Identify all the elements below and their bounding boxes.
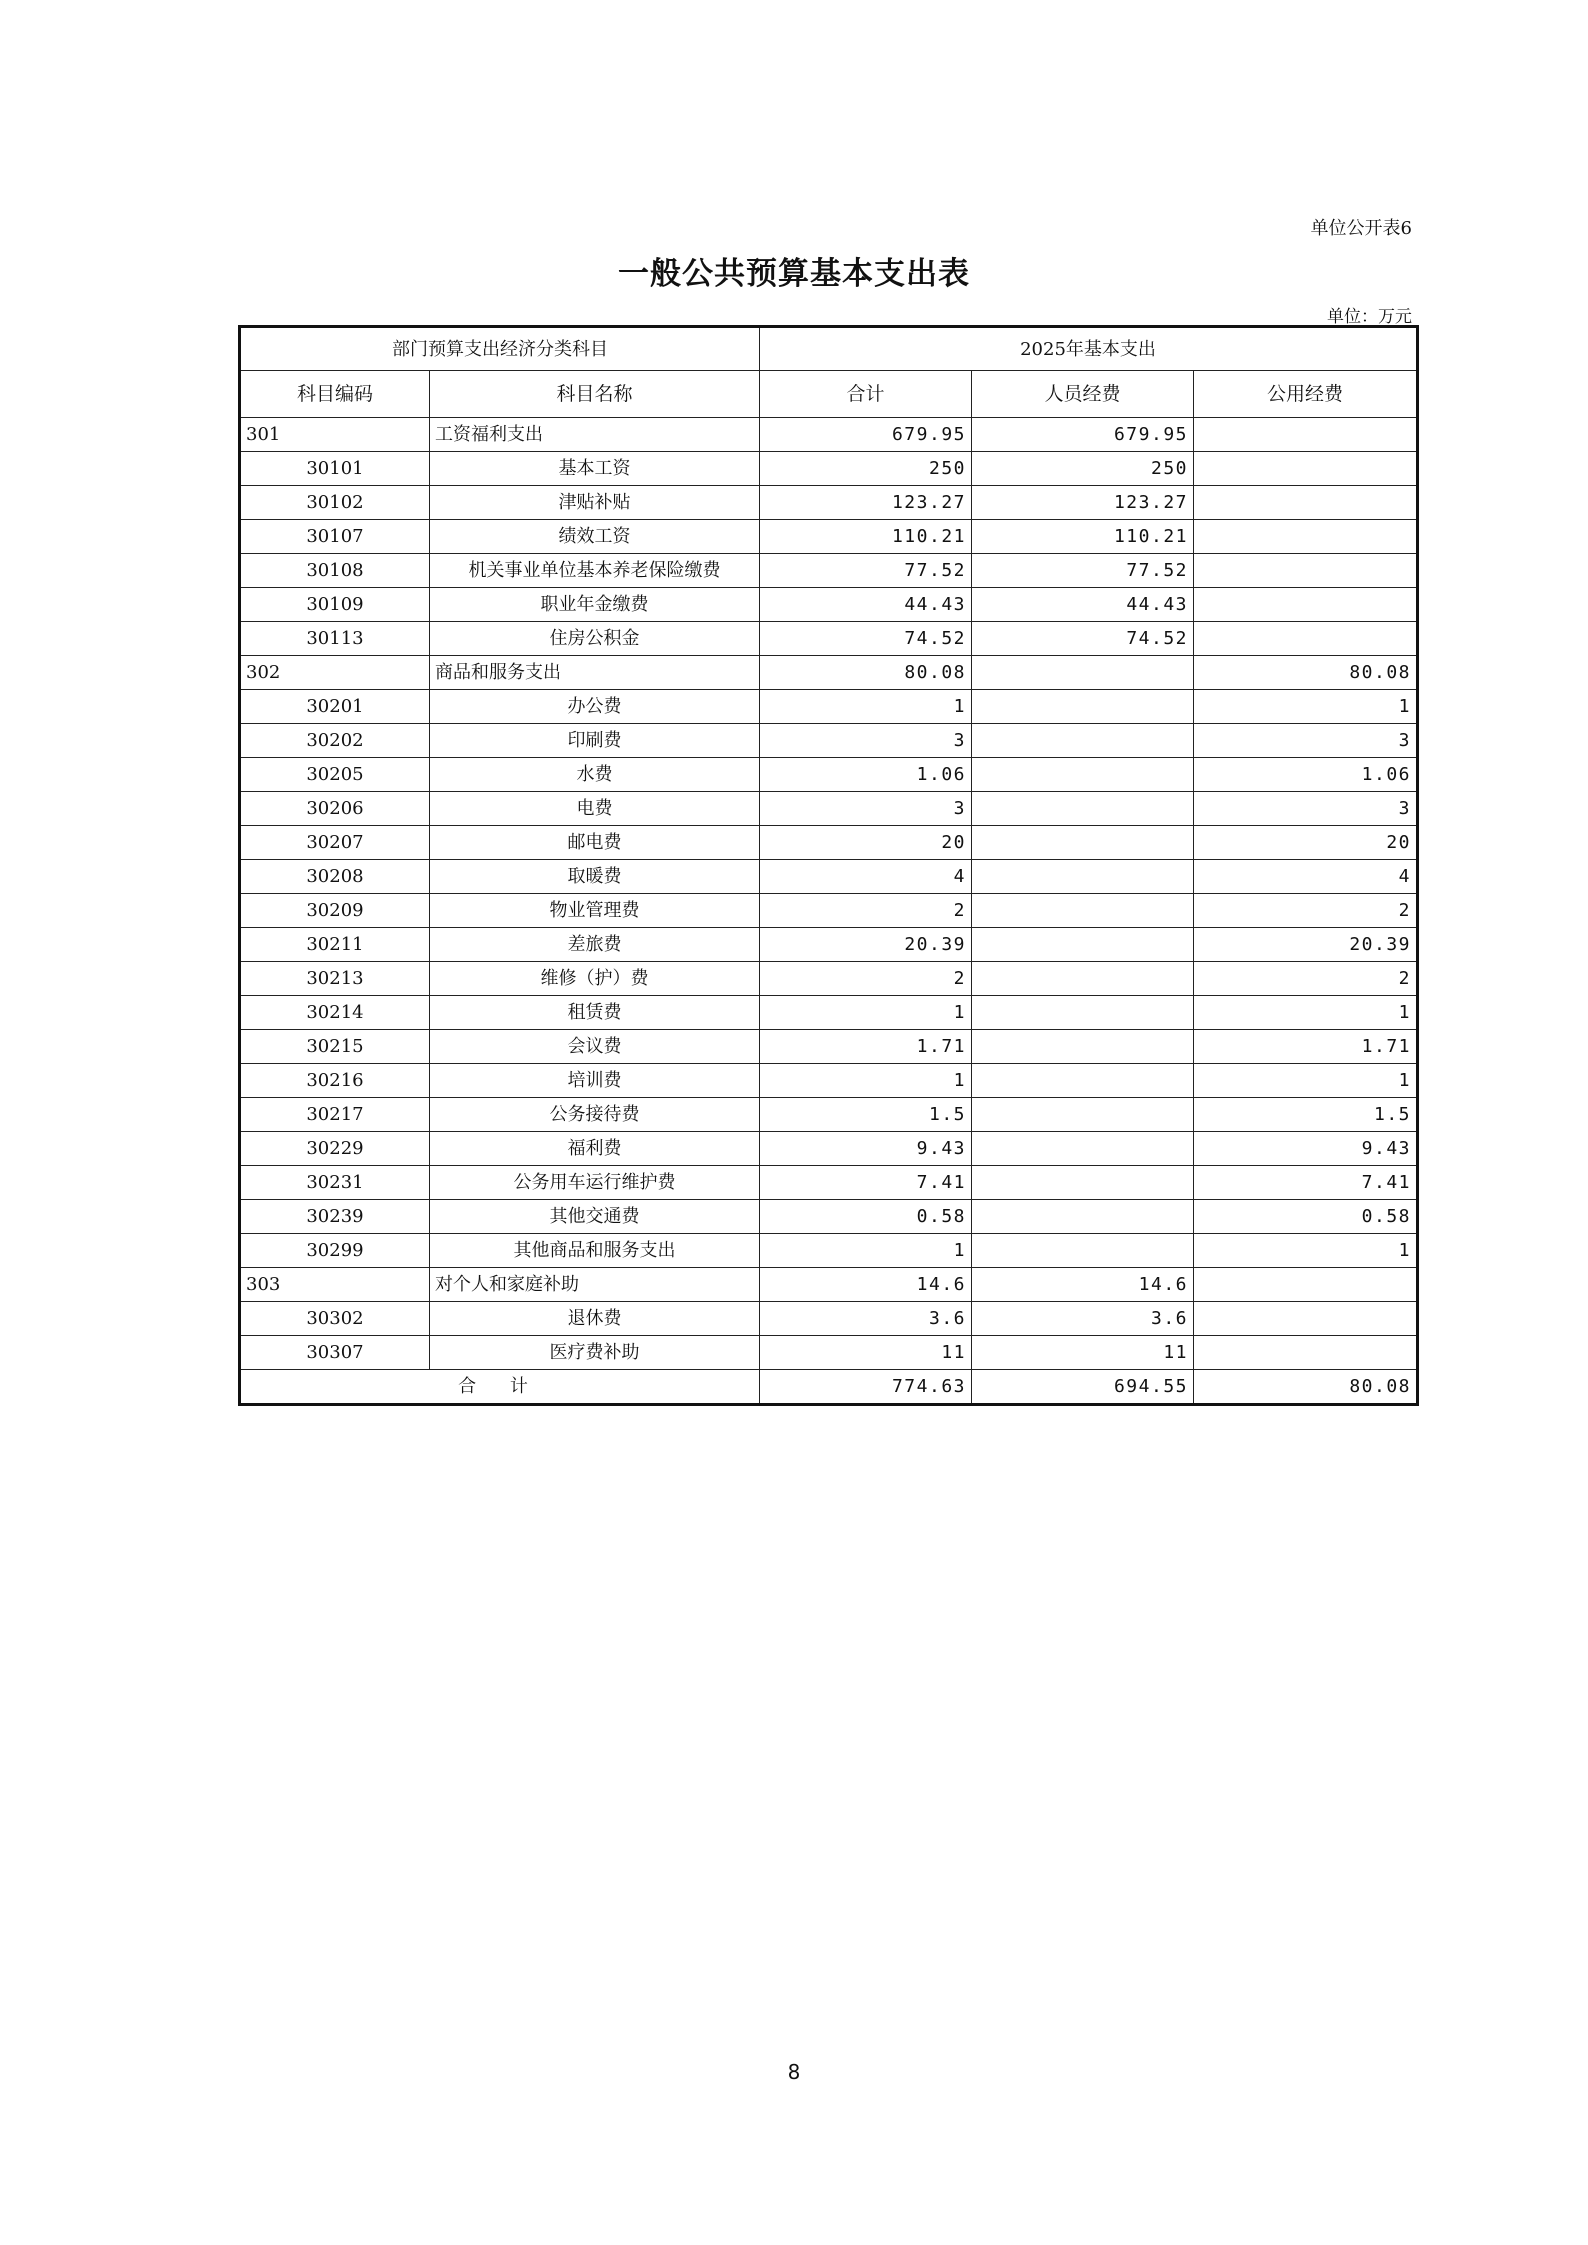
row-total: 80.08 bbox=[760, 656, 972, 690]
row-total: 3.6 bbox=[760, 1302, 972, 1336]
row-public: 0.58 bbox=[1194, 1200, 1418, 1234]
row-total: 1 bbox=[760, 1234, 972, 1268]
column-header-total: 合计 bbox=[760, 371, 972, 418]
row-name: 邮电费 bbox=[430, 826, 760, 860]
table-row bbox=[240, 554, 1418, 588]
table-row bbox=[240, 996, 1418, 1030]
row-personnel bbox=[972, 1098, 1194, 1132]
row-name: 商品和服务支出 bbox=[430, 656, 760, 690]
row-name: 对个人和家庭补助 bbox=[430, 1268, 760, 1302]
row-personnel bbox=[972, 1166, 1194, 1200]
row-total: 14.6 bbox=[760, 1268, 972, 1302]
row-name: 绩效工资 bbox=[430, 520, 760, 554]
table-row bbox=[240, 1200, 1418, 1234]
group-header-basic-expenditure: 2025年基本支出 bbox=[760, 327, 1418, 371]
row-personnel bbox=[972, 1030, 1194, 1064]
row-name: 医疗费补助 bbox=[430, 1336, 760, 1370]
row-code: 30206 bbox=[240, 792, 430, 826]
group-header-row bbox=[240, 327, 1418, 371]
row-total: 0.58 bbox=[760, 1200, 972, 1234]
row-name: 退休费 bbox=[430, 1302, 760, 1336]
column-header-name: 科目名称 bbox=[430, 371, 760, 418]
row-total: 4 bbox=[760, 860, 972, 894]
row-name: 机关事业单位基本养老保险缴费 bbox=[430, 554, 760, 588]
row-personnel bbox=[972, 758, 1194, 792]
row-public bbox=[1194, 554, 1418, 588]
row-personnel bbox=[972, 792, 1194, 826]
row-code: 30231 bbox=[240, 1166, 430, 1200]
row-code: 30102 bbox=[240, 486, 430, 520]
table-row bbox=[240, 724, 1418, 758]
row-public bbox=[1194, 418, 1418, 452]
column-header-code: 科目编码 bbox=[240, 371, 430, 418]
row-code: 30214 bbox=[240, 996, 430, 1030]
unit-label: 单位：万元 bbox=[1327, 307, 1412, 327]
row-personnel bbox=[972, 1234, 1194, 1268]
row-public: 80.08 bbox=[1194, 656, 1418, 690]
row-personnel: 123.27 bbox=[972, 486, 1194, 520]
table-row bbox=[240, 1166, 1418, 1200]
row-public: 1 bbox=[1194, 690, 1418, 724]
row-personnel: 77.52 bbox=[972, 554, 1194, 588]
row-total: 9.43 bbox=[760, 1132, 972, 1166]
row-public: 20 bbox=[1194, 826, 1418, 860]
row-public: 1 bbox=[1194, 1234, 1418, 1268]
row-name: 取暖费 bbox=[430, 860, 760, 894]
row-total: 7.41 bbox=[760, 1166, 972, 1200]
row-personnel bbox=[972, 690, 1194, 724]
group-header-classification: 部门预算支出经济分类科目 bbox=[240, 327, 760, 371]
row-code: 30213 bbox=[240, 962, 430, 996]
row-name: 职业年金缴费 bbox=[430, 588, 760, 622]
row-personnel bbox=[972, 1132, 1194, 1166]
row-personnel bbox=[972, 656, 1194, 690]
column-header-personnel: 人员经费 bbox=[972, 371, 1194, 418]
row-total: 20 bbox=[760, 826, 972, 860]
row-code: 30217 bbox=[240, 1098, 430, 1132]
row-public: 1 bbox=[1194, 1064, 1418, 1098]
row-total: 20.39 bbox=[760, 928, 972, 962]
row-code: 30113 bbox=[240, 622, 430, 656]
row-total: 11 bbox=[760, 1336, 972, 1370]
row-name: 维修（护）费 bbox=[430, 962, 760, 996]
row-public bbox=[1194, 520, 1418, 554]
row-personnel bbox=[972, 724, 1194, 758]
table-row bbox=[240, 418, 1418, 452]
row-personnel bbox=[972, 1200, 1194, 1234]
row-code: 302 bbox=[240, 656, 430, 690]
row-name: 福利费 bbox=[430, 1132, 760, 1166]
row-total: 77.52 bbox=[760, 554, 972, 588]
row-public: 1 bbox=[1194, 996, 1418, 1030]
row-total: 44.43 bbox=[760, 588, 972, 622]
row-code: 30207 bbox=[240, 826, 430, 860]
row-public bbox=[1194, 486, 1418, 520]
table-row bbox=[240, 520, 1418, 554]
row-total: 3 bbox=[760, 792, 972, 826]
table-row bbox=[240, 452, 1418, 486]
table-row bbox=[240, 894, 1418, 928]
total-row bbox=[240, 1370, 1418, 1405]
row-name: 差旅费 bbox=[430, 928, 760, 962]
row-code: 303 bbox=[240, 1268, 430, 1302]
row-code: 30205 bbox=[240, 758, 430, 792]
row-personnel bbox=[972, 996, 1194, 1030]
row-code: 30208 bbox=[240, 860, 430, 894]
row-code: 30109 bbox=[240, 588, 430, 622]
row-name: 工资福利支出 bbox=[430, 418, 760, 452]
row-personnel bbox=[972, 826, 1194, 860]
row-personnel: 11 bbox=[972, 1336, 1194, 1370]
row-public: 3 bbox=[1194, 724, 1418, 758]
row-code: 30216 bbox=[240, 1064, 430, 1098]
table-row bbox=[240, 962, 1418, 996]
table-row bbox=[240, 1030, 1418, 1064]
form-number: 单位公开表6 bbox=[1310, 218, 1412, 239]
row-name: 基本工资 bbox=[430, 452, 760, 486]
row-total: 1.06 bbox=[760, 758, 972, 792]
grand-public: 80.08 bbox=[1194, 1370, 1418, 1405]
table-row bbox=[240, 860, 1418, 894]
row-total: 679.95 bbox=[760, 418, 972, 452]
budget-table bbox=[238, 325, 1419, 1406]
row-name: 津贴补贴 bbox=[430, 486, 760, 520]
row-public bbox=[1194, 1302, 1418, 1336]
row-name: 租赁费 bbox=[430, 996, 760, 1030]
row-public: 1.71 bbox=[1194, 1030, 1418, 1064]
table-row bbox=[240, 656, 1418, 690]
row-personnel: 3.6 bbox=[972, 1302, 1194, 1336]
row-personnel bbox=[972, 962, 1194, 996]
row-name: 公务接待费 bbox=[430, 1098, 760, 1132]
row-code: 30307 bbox=[240, 1336, 430, 1370]
column-header-public: 公用经费 bbox=[1194, 371, 1418, 418]
row-code: 30229 bbox=[240, 1132, 430, 1166]
grand-personnel: 694.55 bbox=[972, 1370, 1194, 1405]
row-personnel: 679.95 bbox=[972, 418, 1194, 452]
table-row bbox=[240, 758, 1418, 792]
table-row bbox=[240, 826, 1418, 860]
row-public bbox=[1194, 1336, 1418, 1370]
row-public bbox=[1194, 1268, 1418, 1302]
row-name: 其他商品和服务支出 bbox=[430, 1234, 760, 1268]
row-code: 301 bbox=[240, 418, 430, 452]
row-code: 30107 bbox=[240, 520, 430, 554]
table-row bbox=[240, 588, 1418, 622]
row-personnel: 44.43 bbox=[972, 588, 1194, 622]
row-code: 30202 bbox=[240, 724, 430, 758]
row-personnel: 74.52 bbox=[972, 622, 1194, 656]
table-row bbox=[240, 1098, 1418, 1132]
row-code: 30302 bbox=[240, 1302, 430, 1336]
row-code: 30108 bbox=[240, 554, 430, 588]
row-personnel bbox=[972, 928, 1194, 962]
row-personnel: 14.6 bbox=[972, 1268, 1194, 1302]
row-code: 30201 bbox=[240, 690, 430, 724]
column-header-row bbox=[240, 371, 1418, 418]
row-name: 水费 bbox=[430, 758, 760, 792]
grand-total: 774.63 bbox=[760, 1370, 972, 1405]
row-public: 20.39 bbox=[1194, 928, 1418, 962]
row-total: 250 bbox=[760, 452, 972, 486]
row-code: 30299 bbox=[240, 1234, 430, 1268]
row-total: 3 bbox=[760, 724, 972, 758]
table-row bbox=[240, 928, 1418, 962]
row-total: 2 bbox=[760, 962, 972, 996]
row-public: 1.5 bbox=[1194, 1098, 1418, 1132]
row-public: 2 bbox=[1194, 962, 1418, 996]
page-title: 一般公共预算基本支出表 bbox=[618, 256, 970, 292]
row-public: 9.43 bbox=[1194, 1132, 1418, 1166]
table-row bbox=[240, 622, 1418, 656]
row-name: 培训费 bbox=[430, 1064, 760, 1098]
row-name: 电费 bbox=[430, 792, 760, 826]
row-total: 1 bbox=[760, 996, 972, 1030]
row-name: 其他交通费 bbox=[430, 1200, 760, 1234]
row-total: 1 bbox=[760, 1064, 972, 1098]
table-row bbox=[240, 1132, 1418, 1166]
row-personnel bbox=[972, 860, 1194, 894]
row-name: 印刷费 bbox=[430, 724, 760, 758]
row-code: 30101 bbox=[240, 452, 430, 486]
row-total: 1 bbox=[760, 690, 972, 724]
row-personnel bbox=[972, 894, 1194, 928]
row-total: 2 bbox=[760, 894, 972, 928]
row-personnel: 250 bbox=[972, 452, 1194, 486]
row-public: 7.41 bbox=[1194, 1166, 1418, 1200]
table-row bbox=[240, 792, 1418, 826]
row-total: 1.5 bbox=[760, 1098, 972, 1132]
row-total: 74.52 bbox=[760, 622, 972, 656]
row-personnel bbox=[972, 1064, 1194, 1098]
table-row bbox=[240, 1064, 1418, 1098]
row-name: 住房公积金 bbox=[430, 622, 760, 656]
row-code: 30209 bbox=[240, 894, 430, 928]
row-total: 123.27 bbox=[760, 486, 972, 520]
row-personnel: 110.21 bbox=[972, 520, 1194, 554]
row-code: 30239 bbox=[240, 1200, 430, 1234]
row-public: 3 bbox=[1194, 792, 1418, 826]
row-public: 1.06 bbox=[1194, 758, 1418, 792]
row-total: 1.71 bbox=[760, 1030, 972, 1064]
table-row bbox=[240, 1234, 1418, 1268]
table-row bbox=[240, 1336, 1418, 1370]
page-number: 8 bbox=[787, 2060, 801, 2084]
row-public: 2 bbox=[1194, 894, 1418, 928]
row-name: 会议费 bbox=[430, 1030, 760, 1064]
row-public bbox=[1194, 588, 1418, 622]
total-label: 合 计 bbox=[240, 1370, 760, 1405]
row-code: 30211 bbox=[240, 928, 430, 962]
row-name: 物业管理费 bbox=[430, 894, 760, 928]
row-public bbox=[1194, 452, 1418, 486]
table-row bbox=[240, 1268, 1418, 1302]
table-row bbox=[240, 486, 1418, 520]
row-public: 4 bbox=[1194, 860, 1418, 894]
row-code: 30215 bbox=[240, 1030, 430, 1064]
row-total: 110.21 bbox=[760, 520, 972, 554]
row-name: 公务用车运行维护费 bbox=[430, 1166, 760, 1200]
table-row bbox=[240, 690, 1418, 724]
row-name: 办公费 bbox=[430, 690, 760, 724]
row-public bbox=[1194, 622, 1418, 656]
table-row bbox=[240, 1302, 1418, 1336]
